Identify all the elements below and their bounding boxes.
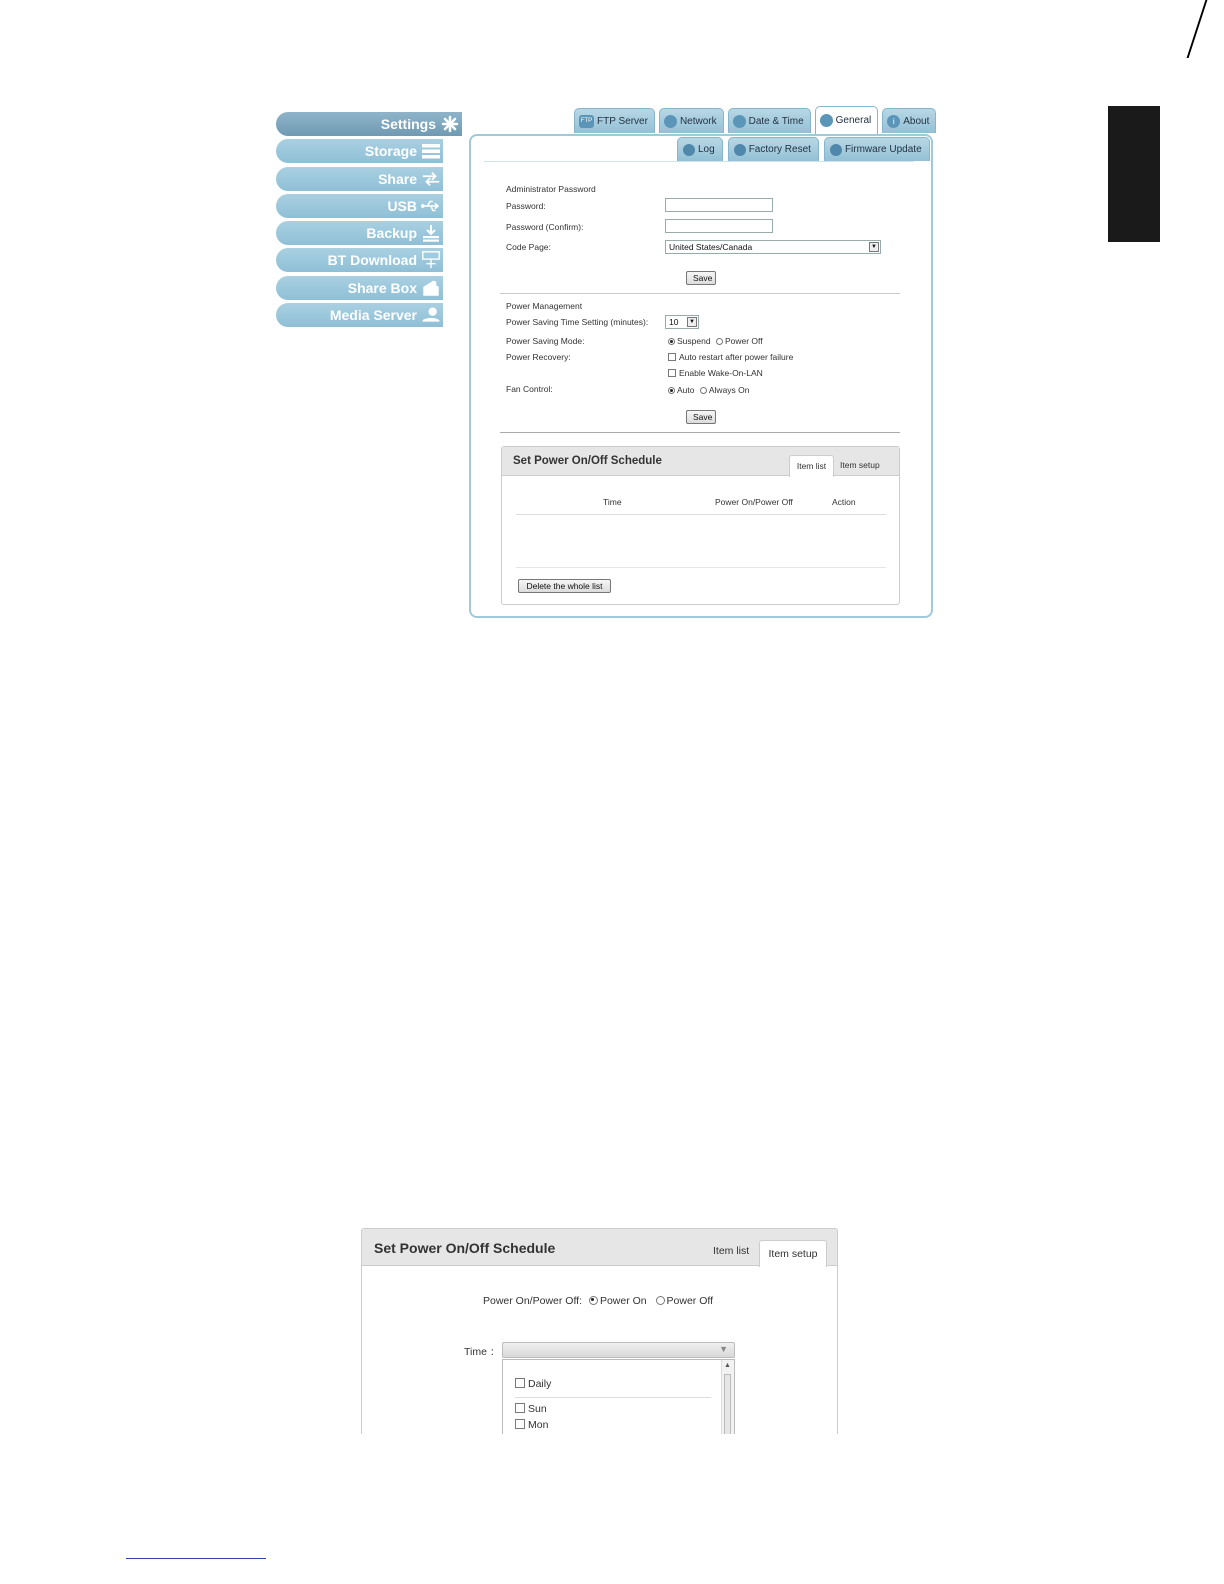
schedule-title: Set Power On/Off Schedule xyxy=(374,1240,556,1256)
settings-icon xyxy=(440,115,460,133)
firmware-icon xyxy=(830,144,842,156)
sidebar-item-label: USB xyxy=(387,197,417,214)
power-time-select[interactable] xyxy=(665,315,699,329)
sidebar-item-label: Backup xyxy=(366,225,417,242)
sidebar-item-share-box[interactable] xyxy=(276,276,443,300)
column-time: Time xyxy=(603,497,622,507)
time-options-list[interactable] xyxy=(502,1359,735,1434)
sidebar-item-label: Media Server xyxy=(329,307,417,324)
share-box-icon xyxy=(421,279,441,297)
network-icon xyxy=(664,115,677,128)
suspend-label: Suspend xyxy=(677,336,711,346)
code-page-value: United States/Canada xyxy=(669,242,753,252)
tab-label: FTP Server xyxy=(597,115,648,127)
auto-restart-checkbox[interactable] xyxy=(668,353,676,361)
power-save-button[interactable]: Save xyxy=(686,410,716,424)
sidebar-item-media-server[interactable] xyxy=(276,303,443,327)
fan-auto-label: Auto xyxy=(677,385,695,395)
sidebar-item-storage[interactable] xyxy=(276,139,443,163)
power-off-radio[interactable] xyxy=(716,338,723,345)
schedule-title: Set Power On/Off Schedule xyxy=(513,455,662,467)
option-daily[interactable] xyxy=(515,1378,551,1390)
chevron-down-icon: ▼ xyxy=(719,1344,728,1354)
subtab-divider xyxy=(484,161,914,162)
fan-always-on-radio[interactable] xyxy=(700,387,707,394)
auto-restart-label: Auto restart after power failure xyxy=(679,352,794,362)
sub-tabs xyxy=(677,137,930,161)
admin-section-title: Administrator Password xyxy=(506,184,596,194)
wake-on-lan-label: Enable Wake-On-LAN xyxy=(679,368,763,378)
sidebar-item-label: BT Download xyxy=(327,252,417,269)
power-off-radio[interactable] xyxy=(656,1296,665,1305)
section-divider xyxy=(500,293,900,294)
password-confirm-label: Password (Confirm): xyxy=(506,222,584,232)
power-section-title: Power Management xyxy=(506,301,583,311)
option-mon[interactable] xyxy=(515,1419,548,1431)
sidebar-item-label: Storage xyxy=(364,143,417,160)
sidebar-item-backup[interactable] xyxy=(276,221,443,245)
usb-icon xyxy=(421,197,441,215)
admin-save-button[interactable]: Save xyxy=(686,271,716,285)
code-page-label: Code Page: xyxy=(506,242,551,252)
tab-ftp-server[interactable] xyxy=(574,108,655,133)
schedule-setup-box xyxy=(361,1228,838,1434)
mon-checkbox[interactable] xyxy=(515,1419,525,1429)
power-recovery-label: Power Recovery: xyxy=(506,352,571,362)
sidebar-item-bt-download[interactable] xyxy=(276,248,443,272)
media-server-icon xyxy=(421,306,441,324)
schedule-list-box xyxy=(501,446,900,605)
chevron-down-icon: ▼ xyxy=(687,317,697,327)
tab-network[interactable] xyxy=(659,108,724,133)
password-confirm-input[interactable] xyxy=(665,219,773,233)
page-edge-tab xyxy=(1108,106,1160,242)
table-header-divider xyxy=(516,514,886,515)
tab-about[interactable] xyxy=(882,108,936,133)
power-time-value: 10 xyxy=(669,317,679,327)
subtab-label: Firmware Update xyxy=(844,144,922,155)
sidebar-item-usb[interactable] xyxy=(276,194,443,218)
bt-download-icon xyxy=(421,251,441,269)
power-on-off-row xyxy=(483,1295,713,1307)
sidebar-item-label: Share Box xyxy=(347,279,417,296)
scroll-up-icon[interactable]: ▲ xyxy=(724,1362,731,1369)
power-off-label: Power Off xyxy=(724,336,763,346)
scrollbar[interactable] xyxy=(721,1360,734,1434)
sidebar-item-share[interactable] xyxy=(276,167,443,191)
chevron-down-icon: ▼ xyxy=(869,242,879,252)
share-icon xyxy=(421,170,441,188)
power-mode-label: Power Saving Mode: xyxy=(506,336,585,346)
table-footer-divider xyxy=(516,567,886,568)
info-icon: i xyxy=(887,115,900,128)
general-icon xyxy=(820,114,833,127)
wake-on-lan-checkbox[interactable] xyxy=(668,369,676,377)
tab-item-setup[interactable]: Item setup xyxy=(840,460,880,470)
tab-label: Date & Time xyxy=(748,115,804,127)
option-divider xyxy=(515,1397,711,1398)
daily-checkbox[interactable] xyxy=(515,1378,525,1388)
sidebar-item-label: Share xyxy=(378,170,417,187)
auto-restart-option xyxy=(668,352,793,362)
subtab-firmware-update[interactable] xyxy=(824,137,930,161)
power-time-label: Power Saving Time Setting (minutes): xyxy=(506,317,649,327)
power-on-off-label: Power On/Power Off: xyxy=(483,1295,583,1307)
subtab-label: Factory Reset xyxy=(748,144,811,155)
sun-checkbox[interactable] xyxy=(515,1403,525,1413)
delete-list-button[interactable]: Delete the whole list xyxy=(518,579,611,593)
subtab-factory-reset[interactable] xyxy=(728,137,819,161)
tab-item-list[interactable]: Item list xyxy=(713,1245,750,1257)
subtab-label: Log xyxy=(698,144,715,155)
power-on-label: Power On xyxy=(599,1295,647,1307)
fan-auto-radio[interactable] xyxy=(668,387,675,394)
storage-icon xyxy=(421,142,441,160)
fan-always-on-label: Always On xyxy=(708,385,750,395)
clock-icon xyxy=(733,115,746,128)
code-page-select[interactable] xyxy=(665,240,881,254)
power-icon xyxy=(734,144,746,156)
page-corner-line xyxy=(1187,0,1208,58)
backup-icon xyxy=(421,224,441,242)
option-label: Mon xyxy=(528,1419,549,1431)
fan-control-label: Fan Control: xyxy=(506,384,553,394)
tab-label: About xyxy=(903,115,930,127)
column-power: Power On/Power Off xyxy=(715,497,793,507)
password-label: Password: xyxy=(506,201,546,211)
option-label: Daily xyxy=(528,1378,552,1390)
sidebar-item-label: Settings xyxy=(380,116,436,132)
tab-label: Network xyxy=(679,115,717,127)
sidebar-item-settings[interactable] xyxy=(276,112,462,136)
fan-control-options xyxy=(668,385,750,395)
suspend-radio[interactable] xyxy=(668,338,675,345)
option-label: Sun xyxy=(528,1403,547,1415)
tab-general[interactable] xyxy=(815,106,879,134)
power-mode-options xyxy=(668,336,763,346)
sidebar-nav xyxy=(276,112,462,330)
tab-label: General xyxy=(835,115,872,126)
tab-item-setup[interactable]: Item setup xyxy=(759,1240,827,1267)
tab-date-time[interactable] xyxy=(728,108,811,133)
column-action: Action xyxy=(832,497,856,507)
main-tabs xyxy=(574,108,936,134)
option-sun[interactable] xyxy=(515,1403,547,1415)
footer-rule xyxy=(126,1558,266,1559)
section-divider xyxy=(500,432,900,433)
tab-item-list[interactable]: Item list xyxy=(789,455,834,477)
power-off-label: Power Off xyxy=(666,1295,714,1307)
password-input[interactable] xyxy=(665,198,773,212)
time-select[interactable] xyxy=(502,1342,735,1358)
ftp-icon: FTP xyxy=(579,115,594,128)
subtab-log[interactable] xyxy=(677,137,723,161)
log-icon xyxy=(683,144,695,156)
wake-on-lan-option xyxy=(668,368,763,378)
power-on-radio[interactable] xyxy=(589,1296,598,1305)
time-label: Time ： xyxy=(464,1346,501,1358)
scrollbar-thumb[interactable] xyxy=(724,1374,731,1434)
